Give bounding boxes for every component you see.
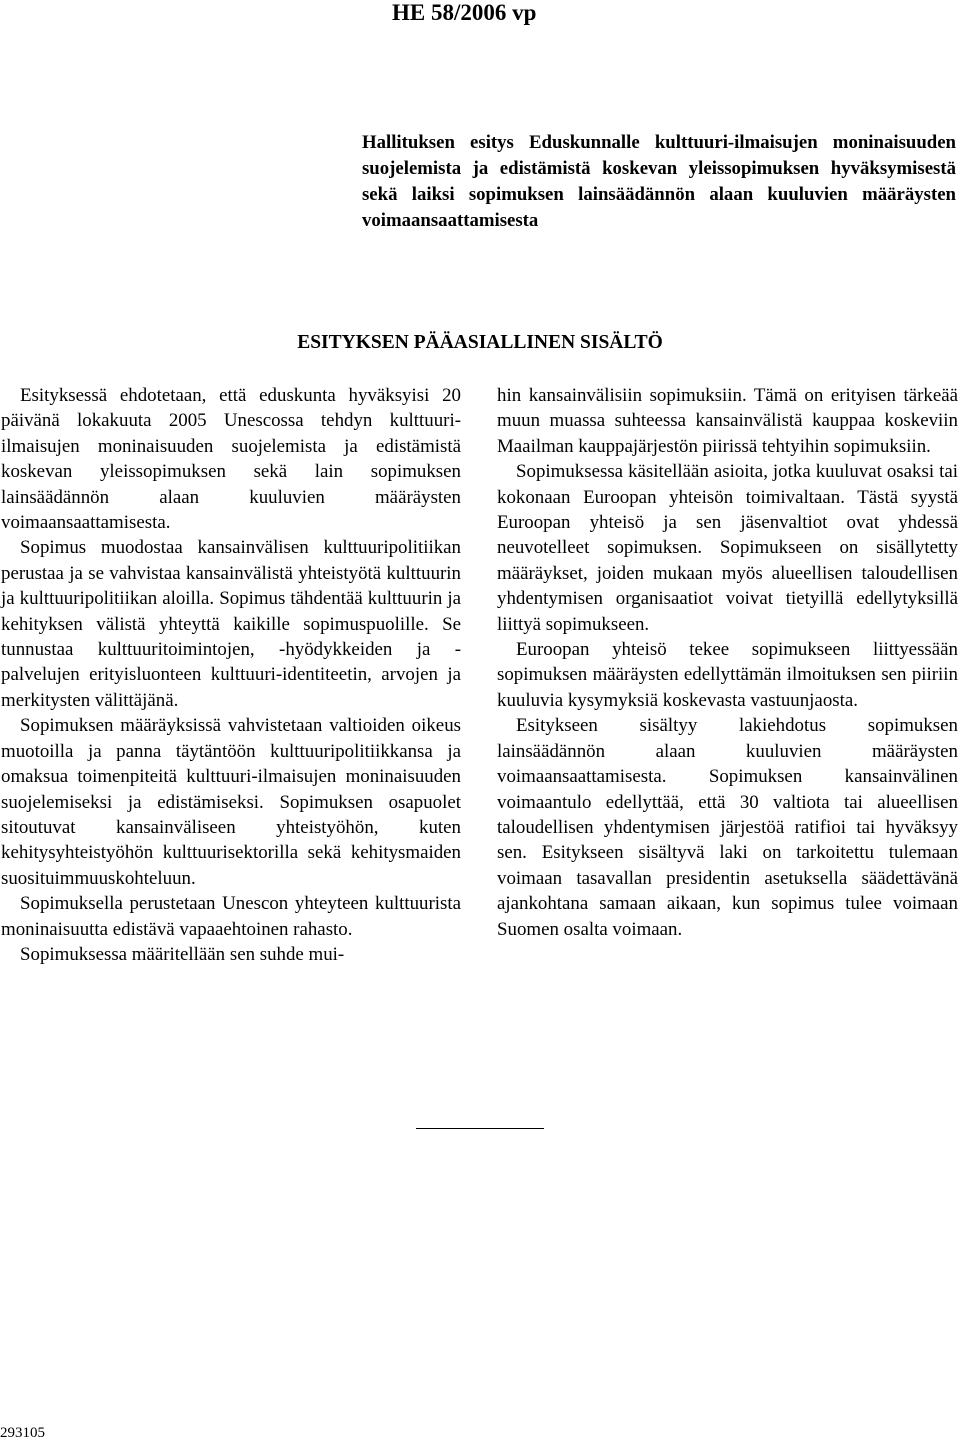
paragraph: Sopimus muodostaa kansainvälisen kulttuuripolitiikan perustaa ja se vahvistaa kansainvälistä yhteistyötä kulttuurin ja kulttuuripolitiikan aloilla. Sopimus tähdentää kulttuurin ja kehityksen välistä yhteyttä kaikille sopimuspuolille. Se tunnustaa kulttuuritoimintojen, -hyödykkeiden ja -palvelujen erityisluonteen kulttuuri-identiteetin, arvojen ja merkitysten välittäjänä. xyxy=(1,537,461,711)
paragraph: Esityksessä ehdotetaan, että eduskunta hyväksyisi 20 päivänä lokakuuta 2005 Unescossa tehdyn kulttuuri-ilmaisujen moninaisuuden suojelemista ja edistämistä koskevan yleissopimuksen sekä lain sopimuksen lainsäädännön alaan kuuluvien määräysten voimaansaattamisesta. xyxy=(1,385,461,534)
document-id: HE 58/2006 vp xyxy=(392,0,537,25)
page-code: 293105 xyxy=(0,1425,45,1441)
right-column xyxy=(497,383,958,942)
end-rule xyxy=(416,1128,544,1129)
paragraph: Sopimuksen määräyksissä vahvistetaan valtioiden oikeus muotoilla ja panna täytäntöön kulttuuripolitiikkansa ja omaksua toimenpiteitä kulttuuri-ilmaisujen moninaisuuden suojelemiseksi ja edistämiseksi. Sopimuksen osapuolet sitoutuvat kansainväliseen yhteistyöhön, kuten kehitysyhteistyöhön kulttuurisektorilla sekä kehitysmaiden suosituimmuuskohteluun. xyxy=(1,715,461,889)
left-column xyxy=(1,383,461,967)
paragraph: Euroopan yhteisö tekee sopimukseen liittyessään sopimuksen määräysten edellyttämän ilmoituksen sen piiriin kuuluvia kysymyksiä koskevasta vastuunjaosta. xyxy=(497,639,958,711)
document-title: Hallituksen esitys Eduskunnalle kulttuuri-ilmaisujen moninaisuuden suojelemista ja edistämistä koskevan yleissopimuksen hyväksymisestä sekä laiksi sopimuksen lainsäädännön alaan kuuluvien määräysten voimaansaattamisesta xyxy=(362,132,956,231)
paragraph: Esitykseen sisältyy lakiehdotus sopimuksen lainsäädännön alaan kuuluvien määräysten voimaansaattamisesta. Sopimuksen kansainvälinen voimaantulo edellyttää, että 30 valtiota tai alueellisen taloudellisen yhdentymisen järjestöä ratifioi tai hyväksyy sen. Esitykseen sisältyvä laki on tarkoitettu tulemaan voimaan tasavallan presidentin asetuksella säädettävänä ajankohtana samaan aikaan, kun sopimus tulee voimaan Suomen osalta voimaan. xyxy=(497,715,958,940)
paragraph: Sopimuksessa käsitellään asioita, jotka kuuluvat osaksi tai kokonaan Euroopan yhteisön toimivaltaan. Tästä syystä Euroopan yhteisö ja sen jäsenvaltiot ovat yhdessä neuvotelleet sopimuksen. Sopimukseen on sisällytetty määräykset, joiden mukaan myös alueellisen taloudellisen yhdentymisen organisaatiot voivat tietyillä edellytyksillä liittyä sopimukseen. xyxy=(497,461,958,635)
paragraph: Sopimuksella perustetaan Unescon yhteyteen kulttuurista moninaisuutta edistävä vapaaehtoinen rahasto. xyxy=(1,893,461,940)
paragraph: hin kansainvälisiin sopimuksiin. Tämä on erityisen tärkeää muun muassa suhteessa kansainvälistä kauppaa koskeviin Maailman kauppajärjestön piirissä tehtyihin sopimuksiin. xyxy=(497,385,958,457)
paragraph: Sopimuksessa määritellään sen suhde mui- xyxy=(20,943,345,965)
section-heading: ESITYKSEN PÄÄASIALLINEN SISÄLTÖ xyxy=(297,332,663,353)
